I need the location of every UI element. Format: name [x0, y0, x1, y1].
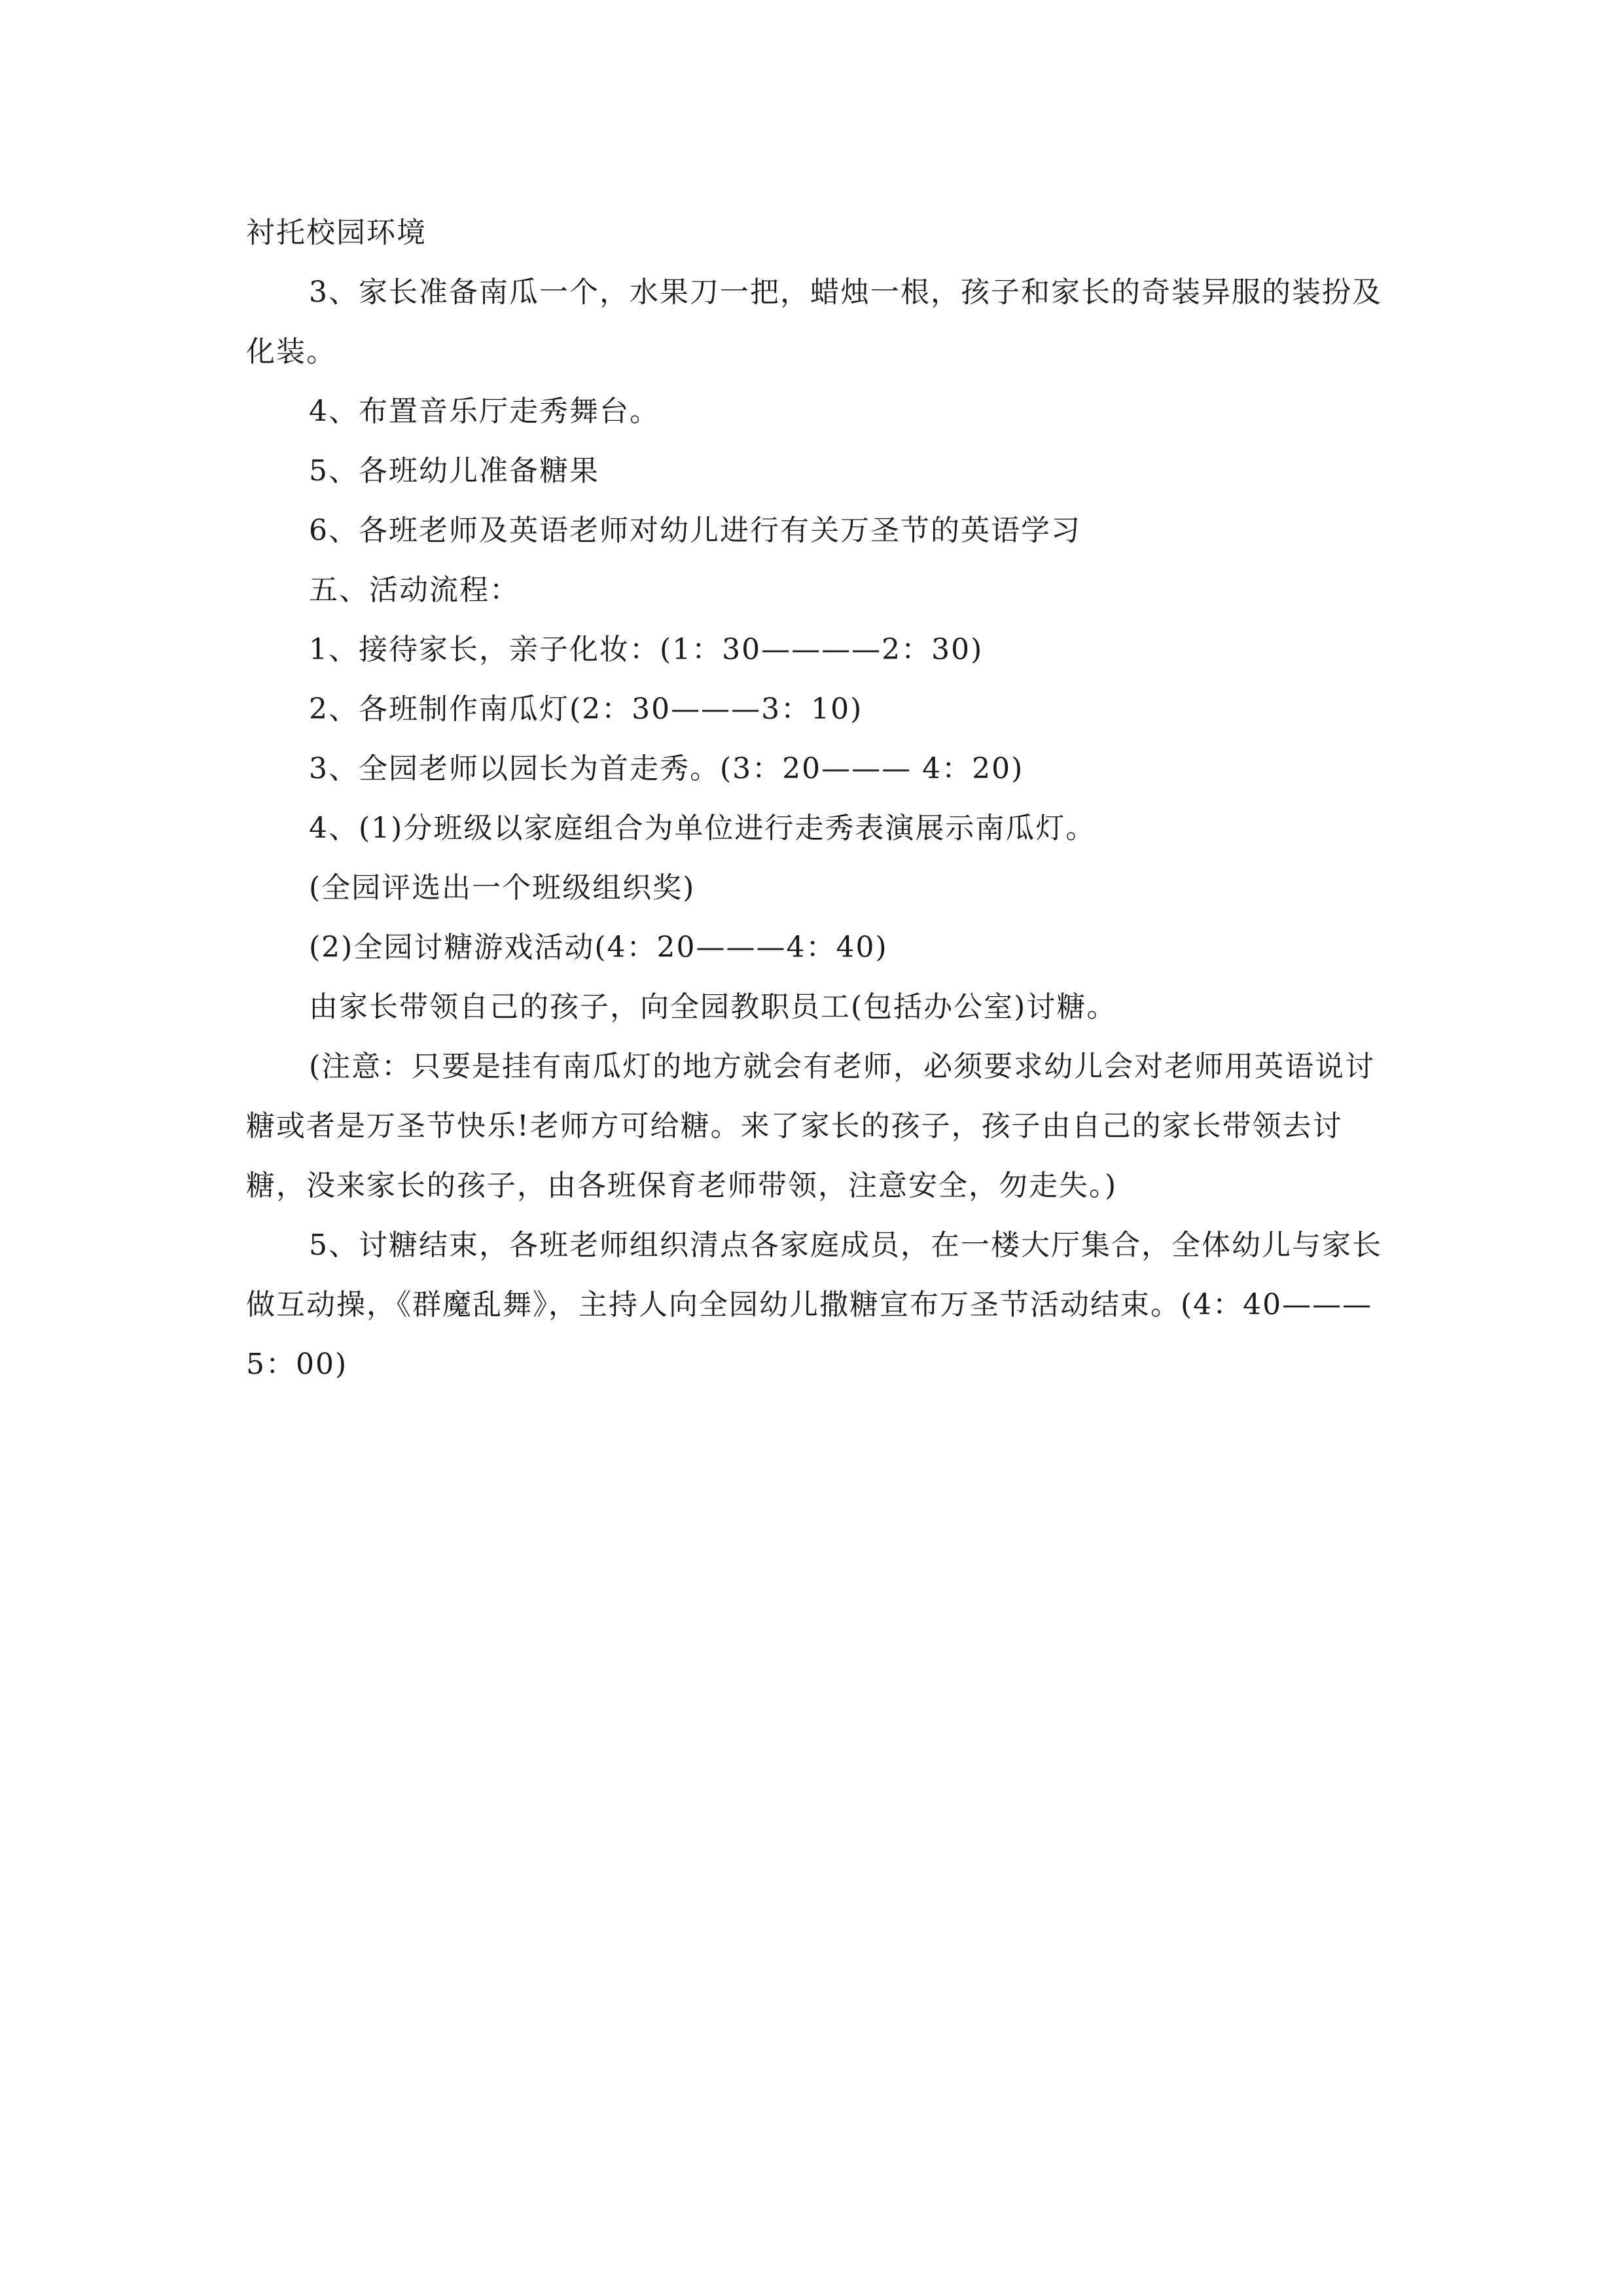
paragraph-flow-parents: 由家长带领自己的孩子，向全园教职员工(包括办公室)讨糖。	[309, 990, 1117, 1024]
paragraph-flow-3: 3、全园老师以园长为首走秀。(3：20——— 4：20)	[309, 752, 1024, 785]
paragraph-item-6-english: 6、各班老师及英语老师对幼儿进行有关万圣节的英语学习	[309, 514, 1081, 547]
paragraph-item-5-candy: 5、各班幼儿准备糖果	[309, 454, 599, 488]
paragraph-flow-2: 2、各班制作南瓜灯(2：30———3：10)	[309, 692, 863, 726]
section-heading-activity-flow: 五、活动流程：	[309, 573, 520, 607]
paragraph-item-4-stage: 4、布置音乐厅走秀舞台。	[309, 395, 660, 428]
paragraph-flow-5: 5、讨糖结束，各班老师组织清点各家庭成员，在一楼大厅集合，全体幼儿与家长做互动操，《群魔乱舞》，主持人向全园幼儿撒糖宣布万圣节活动结束。(4：40———5：00)	[246, 1229, 1382, 1381]
paragraph-flow-4-award: (全园评选出一个班级组织奖)	[309, 871, 696, 905]
document-body	[246, 203, 1385, 1394]
paragraph-flow-4-1: 4、(1)分班级以家庭组合为单位进行走秀表演展示南瓜灯。	[309, 812, 1096, 845]
paragraph-flow-1: 1、接待家长，亲子化妆：(1：30————2：30)	[309, 633, 984, 666]
paragraph-continuation: 衬托校园环境	[246, 216, 427, 249]
paragraph-flow-4-2: (2)全园讨糖游戏活动(4：20———4：40)	[309, 931, 888, 964]
paragraph-flow-note: (注意：只要是挂有南瓜灯的地方就会有老师，必须要求幼儿会对老师用英语说讨糖或者是万圣节快乐!老师方可给糖。来了家长的孩子，孩子由自己的家长带领去讨糖，没来家长的孩子，由各班保育老师带领，注意安全，勿走失。)	[246, 1050, 1376, 1202]
paragraph-item-3-preparation: 3、家长准备南瓜一个，水果刀一把，蜡烛一根，孩子和家长的奇装异服的装扮及化装。	[246, 276, 1382, 368]
